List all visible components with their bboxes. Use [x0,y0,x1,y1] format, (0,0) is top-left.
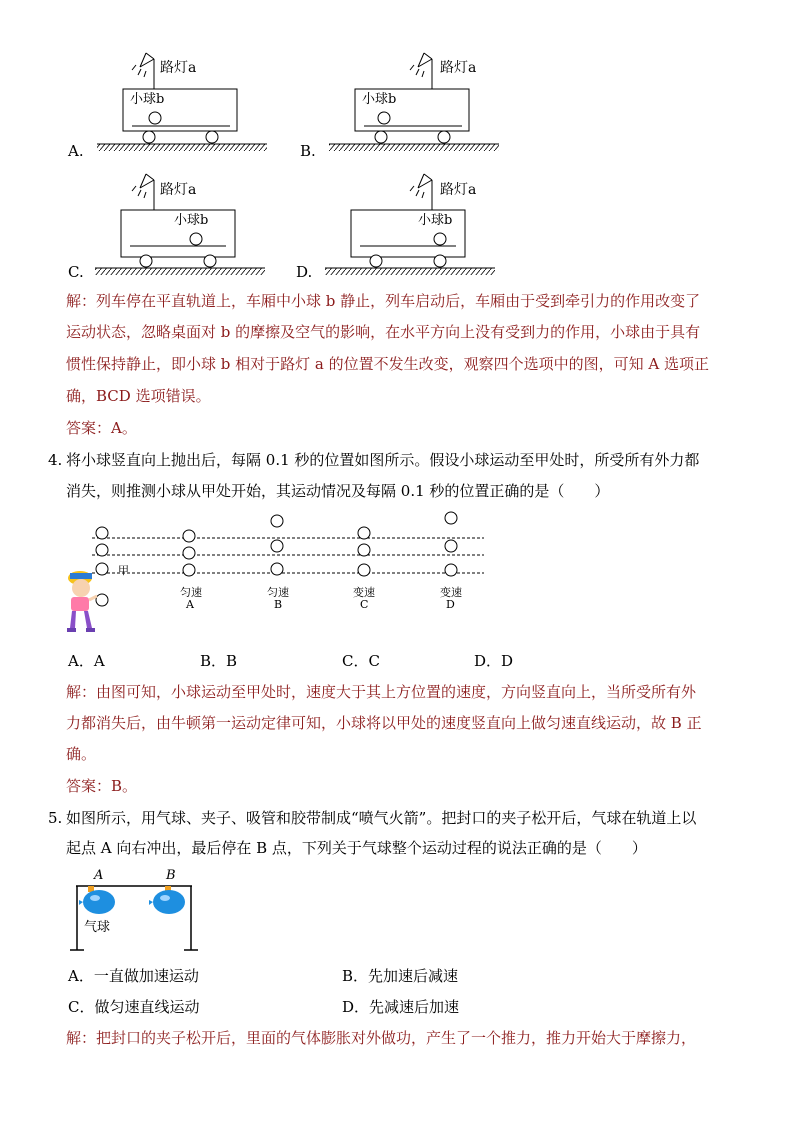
q5-point-b: B [166,868,176,883]
balloon-a [79,886,115,914]
lamp-label-a: 路灯a [160,60,197,76]
ball-label-d: 小球b [418,213,453,228]
q4-option-b[interactable]: B．B [200,652,238,670]
q4-solution-line: 确。 [66,745,97,763]
q5-figure [0,862,794,962]
q4-number: 4. [48,451,63,469]
ball-label-c: 小球b [174,213,209,228]
q5-question-line: 起点 A 向右冲出，最后停在 B 点，下列关于气球整个运动过程的说法正确的是（ ） [66,839,647,857]
q4-group-b-desc: 匀速 [267,586,289,599]
q4-answer: 答案：B。 [66,777,138,795]
q4-group-d-desc: 变速 [440,586,462,599]
q5-option-b[interactable]: B．先加速后减速 [342,967,459,985]
q4-label-jia: 甲 [118,564,129,577]
q4-group-c-desc: 变速 [353,586,375,599]
q3-solution-line: 解：列车停在平直轨道上，车厢中小球 b 静止，列车启动后，车厢由于受到牵引力的作用改变了 [66,292,701,310]
q4-group-a-letter: A [186,598,194,611]
q4-group-c-letter: C [360,598,369,611]
lamp-label-d: 路灯a [440,182,477,198]
q4-option-a[interactable]: A．A [68,652,105,670]
lamp-label-b: 路灯a [440,60,477,76]
q5-option-d[interactable]: D．先减速后加速 [342,998,460,1016]
ball-label-b: 小球b [362,92,397,107]
q5-option-c[interactable]: C．做匀速直线运动 [68,998,200,1016]
q3-solution-line: 运动状态，忽略桌面对 b 的摩擦及空气的影响，在水平方向上没有受到力的作用，小球由于具有 [66,323,701,341]
ball-label-a: 小球b [130,92,165,107]
q3-option-a[interactable]: A. [68,142,84,160]
q4-option-d[interactable]: D．D [474,652,514,670]
q4-solution-line: 力都消失后，由牛顿第一运动定律可知，小球将以甲处的速度竖直向上做匀速直线运动，故 B 正 [66,714,702,732]
q4-question-line: 消失，则推测小球从甲处开始，其运动情况及每隔 0.1 秒的位置正确的是（ ） [66,482,610,500]
q3-option-d[interactable]: D. [296,263,313,281]
balloon-b [149,886,185,914]
q3-diagrams [0,0,794,290]
q5-balloon-label: 气球 [84,920,111,935]
q3-option-b[interactable]: B. [300,142,316,160]
q4-option-c[interactable]: C．C [342,652,380,670]
q5-solution-line: 解：把封口的夹子松开后，里面的气体膨胀对外做功，产生了一个推力，推力开始大于摩擦力， [66,1029,697,1047]
q4-question-line: 将小球竖直向上抛出后，每隔 0.1 秒的位置如图所示。假设小球运动至甲处时，所受所有外力都 [66,451,700,469]
q5-option-a[interactable]: A．一直做加速运动 [68,967,199,985]
child-illustration [67,571,97,632]
q4-solution-line: 解：由图可知，小球运动至甲处时，速度大于其上方位置的速度，方向竖直向上，当所受所有外 [66,683,697,701]
q5-number: 5. [48,809,63,827]
q4-group-b-letter: B [274,598,283,611]
lamp-label-c: 路灯a [160,182,197,198]
q5-point-a: A [94,868,104,883]
q3-solution-line: 确，BCD 选项错误。 [66,387,211,405]
q3-answer: 答案：A。 [66,419,137,437]
q4-group-d-letter: D [446,598,455,611]
q5-question-line: 如图所示，用气球、夹子、吸管和胶带制成“喷气火箭”。把封口的夹子松开后，气球在轨道上以 [66,809,697,827]
q3-solution-line: 惯性保持静止，即小球 b 相对于路灯 a 的位置不发生改变，观察四个选项中的图，可知 A 选项正 [66,355,709,373]
q4-group-a-desc: 匀速 [180,586,202,599]
q3-option-c[interactable]: C. [68,263,84,281]
